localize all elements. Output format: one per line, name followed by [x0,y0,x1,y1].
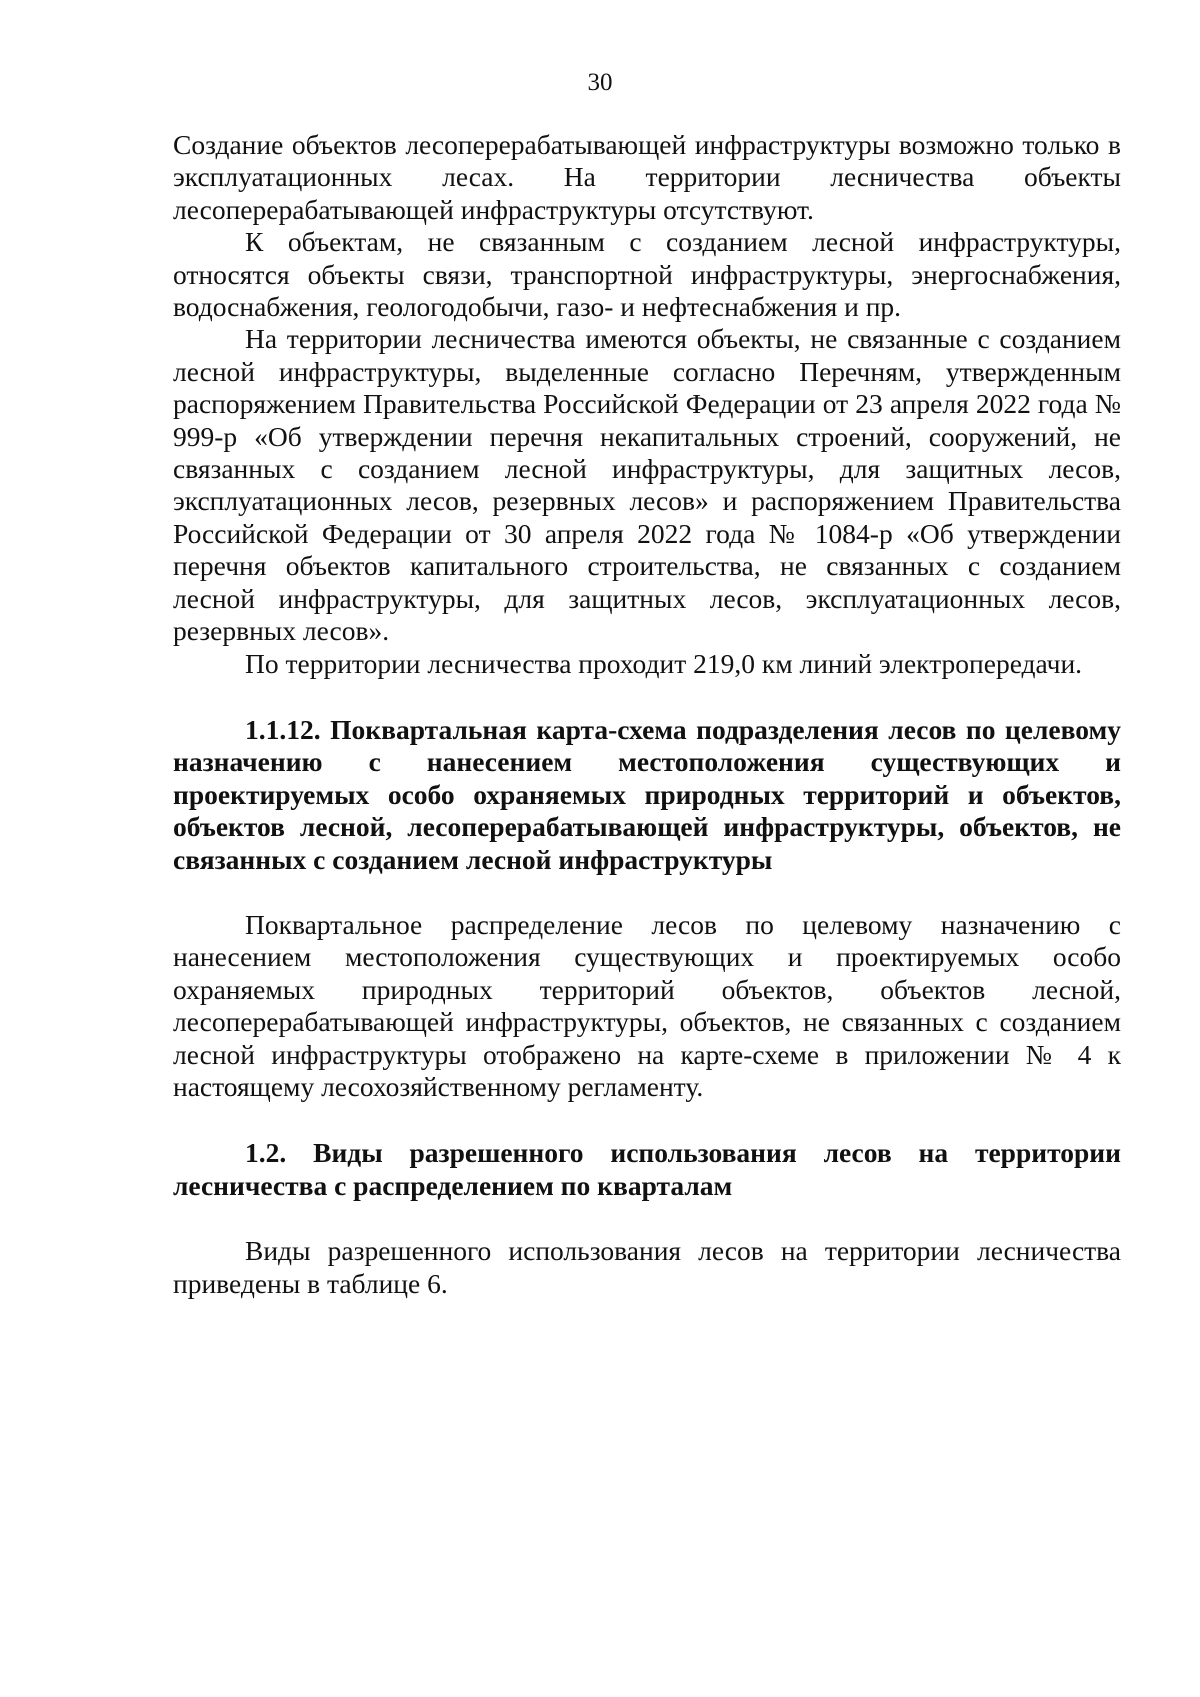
spacer [173,876,1121,909]
paragraph-processing-infrastructure: Создание объектов лесоперерабатывающей инфраструктуры возможно только в эксплуатационных лесах. На территории лесничества объекты лесоперерабатывающей инфраструктуры отсутствуют. [173,129,1121,225]
document-body [173,129,1121,1300]
section-heading-1-2: 1.2. Виды разрешенного использования лесов на территории лесничества с распределением по кварталам [173,1137,1121,1201]
spacer [173,1103,1121,1137]
spacer [173,1202,1121,1235]
section-body-1-2: Виды разрешенного использования лесов на территории лесничества приведены в таблице 6. [173,1235,1121,1299]
page-number: 30 [587,69,613,96]
paragraph-power-lines: По территории лесничества проходит 219,0 км линий электропередачи. [245,647,1083,679]
paragraph-government-orders: На территории лесничества имеются объекты, не связанные с созданием лесной инфраструктуры, выделенные согласно Перечням, утвержденным распоряжением Правительства Российской Федерации от 23 апреля 2022 года № 999-р «Об утверждении перечня некапитальных строений, сооружений, не связанных с созданием лесной инфраструктуры, для защитных лесов, эксплуатационных лесов, резервных лесов» и распоряжением Правительства Российской Федерации от 30 апреля 2022 года № 1084-р «Об утверждении перечня объектов капитального строительства, не связанных с созданием лесной инфраструктуры, для защитных лесов, эксплуатационных лесов, резервных лесов». [173,323,1121,647]
section-body-1-1-12: Поквартальное распределение лесов по целевому назначению с нанесением местоположения существующих и проектируемых особо охраняемых природных территорий объектов, объектов лесной, лесоперерабатывающей инфраструктуры, объектов, не связанных с созданием лесной инфраструктуры отображено на карте-схеме в приложении № 4 к настоящему лесохозяйственному регламенту. [173,908,1121,1102]
paragraph-non-forest-objects: К объектам, не связанным с созданием лесной инфраструктуры, относятся объекты связи, транспортной инфраструктуры, энергоснабжения, водоснабжения, геологодобычи, газо- и нефтеснабжения и пр. [173,226,1121,323]
section-heading-1-1-12: 1.1.12. Поквартальная карта-схема подразделения лесов по целевому назначению с нанесением местоположения существующих и проектируемых особо охраняемых природных территорий и объектов, объектов лесной, лесоперерабатывающей инфраструктуры, объектов, не связанных с созданием лесной инфраструктуры [173,713,1121,875]
spacer [173,680,1121,714]
